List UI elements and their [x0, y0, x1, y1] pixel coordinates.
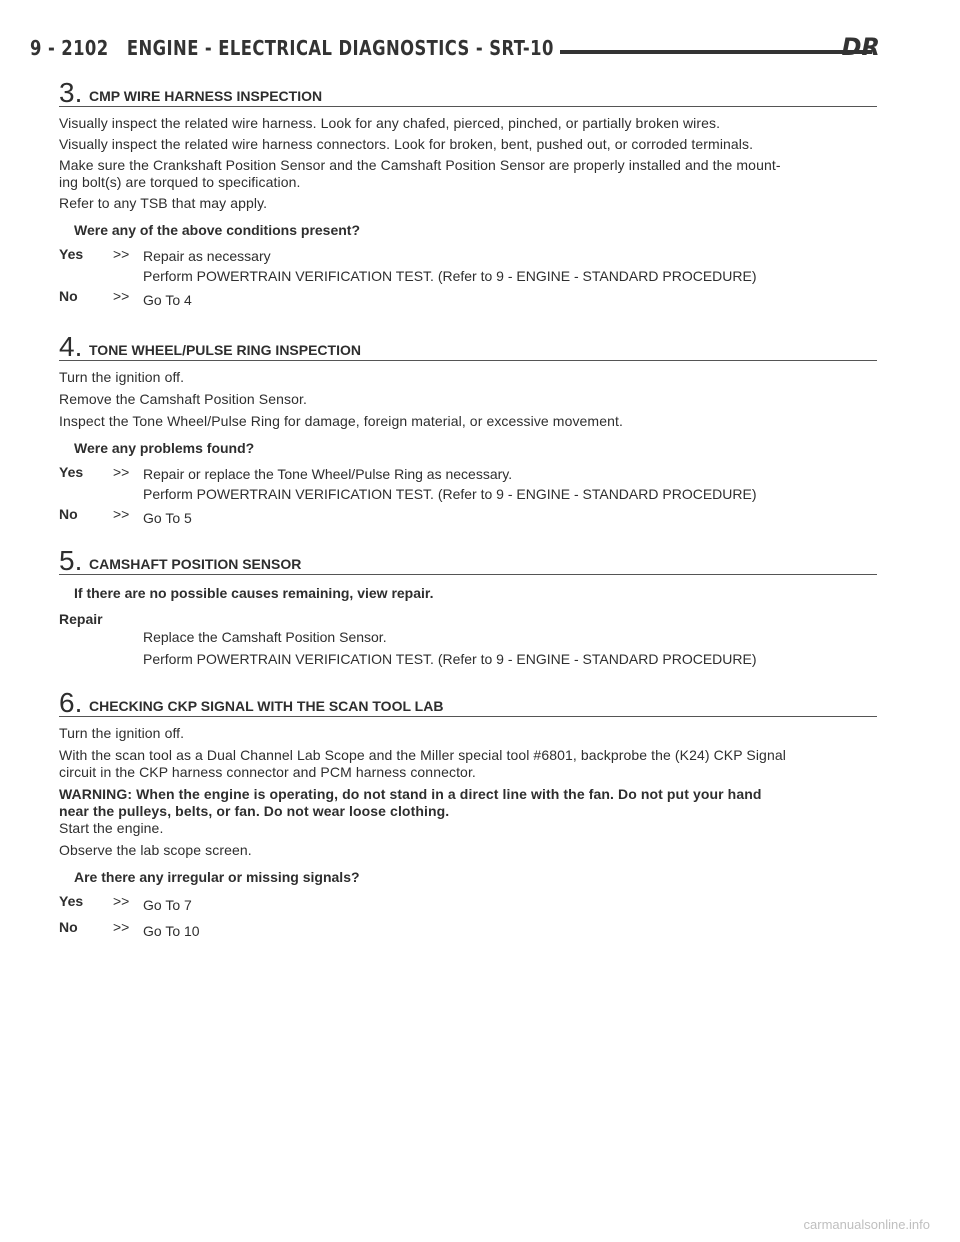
answer-yes — [59, 246, 877, 268]
paragraph: Turn the ignition off. — [59, 369, 185, 385]
section-title: CHECKING CKP SIGNAL WITH THE SCAN TOOL LAB — [89, 698, 444, 714]
answer-yes — [59, 893, 877, 919]
header-rule — [560, 50, 872, 54]
paragraph: Visually inspect the related wire harness. Look for any chafed, pierced, pinched, or partially broken wires. — [59, 115, 721, 131]
paragraph: Observe the lab scope screen. — [59, 842, 252, 858]
section-6 — [59, 687, 877, 941]
action-text: Go To 4 — [143, 292, 192, 308]
section-number: 3. — [59, 77, 83, 108]
action-text: Perform POWERTRAIN VERIFICATION TEST. (Refer to 9 - ENGINE - STANDARD PROCEDURE) — [143, 651, 757, 667]
action-text: Perform POWERTRAIN VERIFICATION TEST. (Refer to 9 - ENGINE - STANDARD PROCEDURE) — [143, 486, 757, 502]
paragraph: With the scan tool as a Dual Channel Lab Scope and the Miller special tool #6801, backprobe the (K24) CKP Signal — [59, 747, 786, 763]
arrow-glyph: >> — [113, 464, 130, 480]
section-title: TONE WHEEL/PULSE RING INSPECTION — [89, 342, 361, 358]
paragraph: Remove the Camshaft Position Sensor. — [59, 391, 307, 407]
answer-no — [59, 919, 877, 941]
header-title — [30, 36, 554, 60]
header-code: DR — [841, 33, 880, 61]
section-4 — [59, 331, 877, 528]
header-page-number: 9 - 2102 — [30, 36, 109, 60]
header-section-title: ENGINE - ELECTRICAL DIAGNOSTICS - SRT-10 — [126, 36, 554, 60]
action-text: Go To 7 — [143, 897, 192, 913]
section-title: CMP WIRE HARNESS INSPECTION — [89, 88, 323, 104]
paragraph: Inspect the Tone Wheel/Pulse Ring for damage, foreign material, or excessive movement. — [59, 413, 623, 429]
answer-label: No — [59, 919, 78, 935]
question: Were any problems found? — [74, 440, 255, 456]
answer-label: No — [59, 506, 78, 522]
arrow-glyph: >> — [113, 893, 130, 909]
action-text: Repair as necessary — [143, 248, 271, 264]
action-text: Go To 5 — [143, 510, 192, 526]
paragraph: Refer to any TSB that may apply. — [59, 195, 268, 211]
arrow-glyph: >> — [113, 919, 130, 935]
paragraph: circuit in the CKP harness connector and PCM harness connector. — [59, 764, 476, 780]
watermark-footer: carmanualsonline.info — [803, 1217, 930, 1232]
answer-no — [59, 506, 877, 528]
answer-label: Yes — [59, 246, 84, 262]
action-text: Perform POWERTRAIN VERIFICATION TEST. (Refer to 9 - ENGINE - STANDARD PROCEDURE) — [143, 268, 757, 284]
section-4-heading — [59, 331, 877, 362]
section-6-heading — [59, 687, 877, 718]
paragraph: Make sure the Crankshaft Position Sensor and the Camshaft Position Sensor are properly installed and the mount- — [59, 157, 781, 173]
arrow-glyph: >> — [113, 506, 130, 522]
paragraph: Start the engine. — [59, 820, 164, 836]
action-text: Go To 10 — [143, 923, 200, 939]
question: Are there any irregular or missing signals? — [74, 869, 360, 885]
section-title: CAMSHAFT POSITION SENSOR — [89, 556, 302, 572]
page-header — [30, 33, 930, 66]
section-3 — [59, 77, 877, 310]
action-text: Replace the Camshaft Position Sensor. — [143, 629, 387, 645]
warning-text: WARNING: When the engine is operating, do not stand in a direct line with the fan. Do not put your hand — [59, 786, 762, 802]
question: Were any of the above conditions present? — [74, 222, 361, 238]
section-5-heading — [59, 545, 877, 576]
arrow-glyph: >> — [113, 288, 130, 304]
warning-text: near the pulleys, belts, or fan. Do not wear loose clothing. — [59, 803, 450, 819]
section-number: 4. — [59, 331, 83, 362]
arrow-glyph: >> — [113, 246, 130, 262]
section-number: 5. — [59, 545, 83, 576]
paragraph: Visually inspect the related wire harness connectors. Look for broken, bent, pushed out, or corroded terminals. — [59, 136, 754, 152]
answer-label: Yes — [59, 464, 84, 480]
question: If there are no possible causes remaining, view repair. — [74, 585, 434, 601]
answer-label: Yes — [59, 893, 84, 909]
answer-yes — [59, 464, 877, 486]
answer-no — [59, 288, 877, 310]
paragraph: Turn the ignition off. — [59, 725, 185, 741]
answer-label: No — [59, 288, 78, 304]
section-3-heading — [59, 77, 877, 108]
section-number: 6. — [59, 687, 83, 718]
repair-label: Repair — [59, 611, 103, 627]
paragraph: ing bolt(s) are torqued to specification. — [59, 174, 301, 190]
action-text: Repair or replace the Tone Wheel/Pulse Ring as necessary. — [143, 466, 513, 482]
section-5 — [59, 545, 877, 667]
